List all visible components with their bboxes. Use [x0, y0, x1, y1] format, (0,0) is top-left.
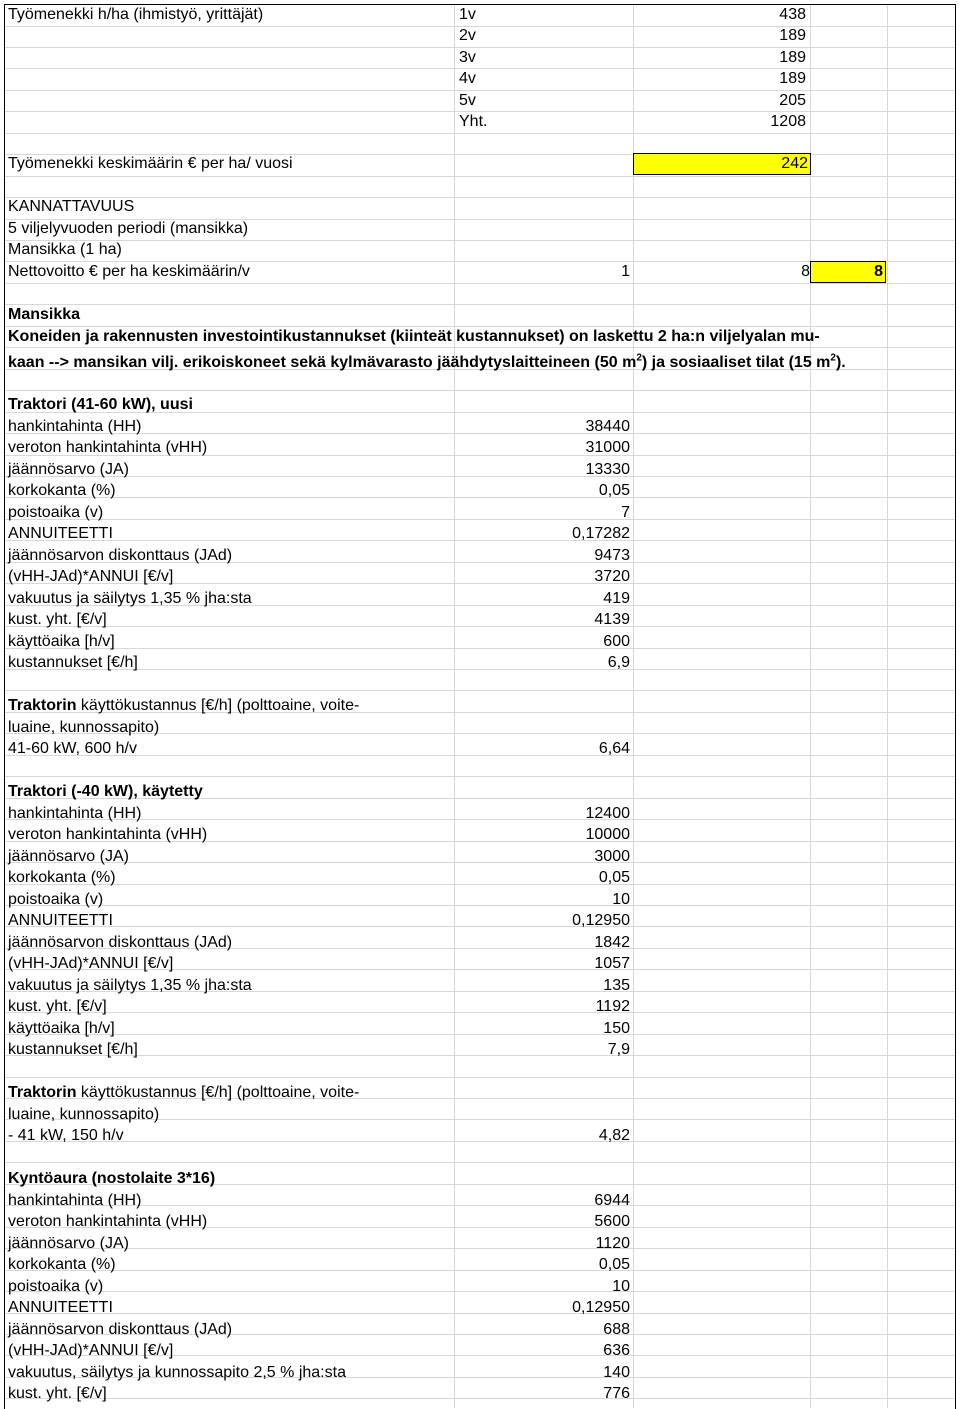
cultivator-row	[0, 1190, 960, 1211]
tractor1-value: 0,05	[598, 482, 630, 499]
tractor1-value: 7	[621, 503, 630, 521]
net-profit-highlight[interactable]: 8	[810, 261, 886, 283]
cultivator-value: 10	[612, 1277, 630, 1295]
tractor2-label: jäännösarvon diskonttaus (JAd)	[8, 933, 233, 951]
year-row	[0, 4, 960, 25]
tractor2-label: käyttöaika [h/v]	[8, 1019, 115, 1037]
intro-text-1: Koneiden ja rakennusten investointikustannukset (kiinteät kustannukset) on laskettu 2 ha:n viljelyalan mu-	[8, 328, 820, 345]
tractor1-label: jäännösarvo (JA)	[8, 460, 129, 478]
cultivator-value: 0,12950	[572, 1299, 630, 1316]
tractor1-label: kustannukset [€/h]	[8, 654, 138, 671]
tractor1-title-row	[0, 394, 960, 415]
tractor2-value: 10000	[585, 826, 630, 843]
cultivator-label: jäännösarvon diskonttaus (JAd)	[8, 1320, 233, 1338]
tractor1-title: Traktori (41-60 kW), uusi	[8, 396, 193, 413]
op1-heading: Traktorin käyttökustannus [€/h] (polttoaine, voite-	[8, 697, 360, 714]
op1-label: 41-60 kW, 600 h/v	[8, 740, 137, 757]
year-value: 1208	[770, 113, 806, 131]
intro-text-row-1	[0, 326, 960, 347]
tractor1-row	[0, 566, 960, 587]
cultivator-label: hankintahinta (HH)	[8, 1191, 142, 1209]
tractor1-row	[0, 480, 960, 501]
year-label: 3v	[459, 48, 476, 66]
profitability-title: KANNATTAVUUS	[8, 198, 135, 215]
tractor1-row	[0, 588, 960, 609]
cultivator-title-row	[0, 1168, 960, 1189]
cultivator-row	[0, 1211, 960, 1232]
tractor1-label: vakuutus ja säilytys 1,35 % jha:sta	[8, 589, 252, 607]
tractor2-title-row	[0, 781, 960, 802]
cultivator-value: 688	[603, 1320, 630, 1338]
tractor2-value: 10	[612, 890, 630, 908]
tractor2-value: 135	[603, 976, 630, 994]
tractor2-value: 0,12950	[572, 912, 630, 929]
op2-heading-row-2	[0, 1104, 960, 1125]
tractor1-row	[0, 502, 960, 523]
crop-row	[0, 239, 960, 260]
op2-value-row	[0, 1125, 960, 1146]
tractor1-row	[0, 631, 960, 652]
cultivator-title: Kyntöaura (nostolaite 3*16)	[8, 1170, 216, 1187]
op2-value: 4,82	[598, 1127, 630, 1144]
tractor2-value: 7,9	[607, 1041, 630, 1058]
year-label: 1v	[459, 6, 476, 23]
cultivator-label: ANNUITEETTI	[8, 1299, 113, 1316]
tractor1-value: 3720	[594, 568, 630, 585]
tractor1-value: 9473	[594, 546, 630, 564]
tractor1-label: veroton hankintahinta (vHH)	[8, 439, 208, 456]
tractor1-row	[0, 523, 960, 544]
cultivator-value: 776	[603, 1385, 630, 1402]
tractor1-row	[0, 652, 960, 673]
cultivator-row	[0, 1362, 960, 1383]
op1-value: 6,64	[598, 740, 630, 757]
cultivator-label: (vHH-JAd)*ANNUI [€/v]	[8, 1342, 174, 1359]
intro-title-row	[0, 304, 960, 325]
year-value: 189	[779, 70, 806, 88]
op2-heading-row	[0, 1082, 960, 1103]
cultivator-label: jäännösarvo (JA)	[8, 1234, 129, 1252]
cultivator-value: 140	[603, 1363, 630, 1381]
tractor1-value: 31000	[585, 439, 630, 456]
tractor2-value: 150	[603, 1019, 630, 1037]
tractor1-row	[0, 609, 960, 630]
cultivator-row	[0, 1233, 960, 1254]
tractor1-label: ANNUITEETTI	[8, 525, 113, 542]
tractor2-label: vakuutus ja säilytys 1,35 % jha:sta	[8, 976, 252, 994]
tractor2-value: 1057	[594, 955, 630, 972]
period-row	[0, 218, 960, 239]
year-row	[0, 47, 960, 68]
year-label: 4v	[459, 70, 476, 88]
tractor2-row	[0, 932, 960, 953]
year-row	[0, 68, 960, 89]
tractor2-label: poistoaika (v)	[8, 890, 104, 908]
cultivator-row	[0, 1297, 960, 1318]
tractor1-label: (vHH-JAd)*ANNUI [€/v]	[8, 568, 174, 585]
net-profit-label: Nettovoitto € per ha keskimäärin/v	[8, 263, 250, 280]
cultivator-value: 1120	[595, 1234, 630, 1252]
tractor2-value: 12400	[585, 804, 630, 822]
tractor2-row	[0, 953, 960, 974]
tractor2-row	[0, 996, 960, 1017]
intro-text-row-2	[0, 352, 960, 373]
tractor1-label: korkokanta (%)	[8, 482, 116, 499]
tractor2-label: jäännösarvo (JA)	[8, 847, 129, 865]
tractor1-label: kust. yht. [€/v]	[8, 611, 107, 628]
cultivator-label: korkokanta (%)	[8, 1256, 116, 1273]
year-label: 2v	[459, 27, 476, 45]
year-row	[0, 90, 960, 111]
tractor2-row	[0, 1039, 960, 1060]
op1-heading-2: luaine, kunnossapito)	[8, 718, 160, 736]
avg-cost-value[interactable]: 242	[633, 153, 811, 175]
cultivator-row	[0, 1254, 960, 1275]
tractor2-row	[0, 803, 960, 824]
tractor2-label: korkokanta (%)	[8, 869, 116, 886]
tractor1-value: 38440	[585, 417, 630, 435]
tractor2-value: 0,05	[598, 869, 630, 886]
period-label: 5 viljelyvuoden periodi (mansikka)	[8, 220, 249, 237]
cultivator-row	[0, 1319, 960, 1340]
year-value: 205	[779, 91, 806, 109]
cultivator-row	[0, 1383, 960, 1404]
avg-cost-row	[0, 153, 960, 174]
cultivator-row	[0, 1276, 960, 1297]
year-row	[0, 25, 960, 46]
tractor2-row	[0, 824, 960, 845]
tractor2-label: hankintahinta (HH)	[8, 804, 142, 822]
work-cost-title: Työmenekki h/ha (ihmistyö, yrittäjät)	[8, 6, 264, 23]
tractor2-label: veroton hankintahinta (vHH)	[8, 826, 208, 843]
intro-title: Mansikka	[8, 306, 81, 323]
cultivator-value: 0,05	[598, 1256, 630, 1273]
tractor1-row	[0, 459, 960, 480]
tractor1-value: 13330	[585, 460, 630, 478]
year-value: 438	[779, 6, 806, 23]
tractor2-row	[0, 975, 960, 996]
tractor2-title: Traktori (-40 kW), käytetty	[8, 783, 203, 800]
cultivator-label: vakuutus, säilytys ja kunnossapito 2,5 % jha:sta	[8, 1363, 346, 1381]
cultivator-label: veroton hankintahinta (vHH)	[8, 1213, 208, 1230]
tractor1-value: 600	[603, 632, 630, 650]
profitability-title-row	[0, 196, 960, 217]
tractor2-label: kustannukset [€/h]	[8, 1041, 138, 1058]
net-profit-b: 8	[801, 263, 810, 280]
cultivator-value: 636	[603, 1342, 630, 1359]
op2-heading-2: luaine, kunnossapito)	[8, 1105, 160, 1123]
crop-label: Mansikka (1 ha)	[8, 241, 122, 258]
tractor2-value: 1192	[595, 998, 630, 1015]
tractor2-label: ANNUITEETTI	[8, 912, 113, 929]
tractor1-row	[0, 416, 960, 437]
year-label: 5v	[459, 91, 476, 109]
op1-heading-row	[0, 695, 960, 716]
cultivator-label: poistoaika (v)	[8, 1277, 104, 1295]
year-row	[0, 111, 960, 132]
tractor1-label: poistoaika (v)	[8, 503, 104, 521]
tractor1-value: 0,17282	[572, 525, 630, 542]
cultivator-row	[0, 1340, 960, 1361]
cultivator-label: kust. yht. [€/v]	[8, 1385, 107, 1402]
avg-cost-label: Työmenekki keskimäärin € per ha/ vuosi	[8, 155, 293, 172]
tractor1-value: 419	[603, 589, 630, 607]
tractor1-value: 4139	[594, 611, 630, 628]
tractor2-row	[0, 1018, 960, 1039]
tractor2-value: 1842	[594, 933, 630, 951]
op1-heading-row-2	[0, 717, 960, 738]
tractor1-label: hankintahinta (HH)	[8, 417, 142, 435]
op1-value-row	[0, 738, 960, 759]
year-value: 189	[779, 27, 806, 45]
tractor2-row	[0, 867, 960, 888]
intro-text-2: kaan --> mansikan vilj. erikoiskoneet sekä kylmävarasto jäähdytyslaitteineen (50 $m^2$) ja sosiaaliset tilat (15 $m^2$).	[8, 352, 846, 371]
tractor2-label: (vHH-JAd)*ANNUI [€/v]	[8, 955, 174, 972]
tractor1-label: jäännösarvon diskonttaus (JAd)	[8, 546, 233, 564]
tractor1-row	[0, 545, 960, 566]
tractor2-label: kust. yht. [€/v]	[8, 998, 107, 1015]
net-profit-a: 1	[621, 263, 630, 280]
op2-label: - 41 kW, 150 h/v	[8, 1127, 124, 1144]
tractor1-value: 6,9	[607, 654, 630, 671]
tractor2-row	[0, 889, 960, 910]
year-value: 189	[779, 48, 806, 66]
cultivator-value: 6944	[594, 1191, 630, 1209]
year-label: Yht.	[459, 113, 488, 131]
cultivator-value: 5600	[594, 1213, 630, 1230]
tractor2-value: 3000	[594, 847, 630, 865]
tractor1-label: käyttöaika [h/v]	[8, 632, 115, 650]
op2-heading: Traktorin käyttökustannus [€/h] (polttoaine, voite-	[8, 1084, 360, 1101]
tractor2-row	[0, 846, 960, 867]
tractor2-row	[0, 910, 960, 931]
tractor1-row	[0, 437, 960, 458]
